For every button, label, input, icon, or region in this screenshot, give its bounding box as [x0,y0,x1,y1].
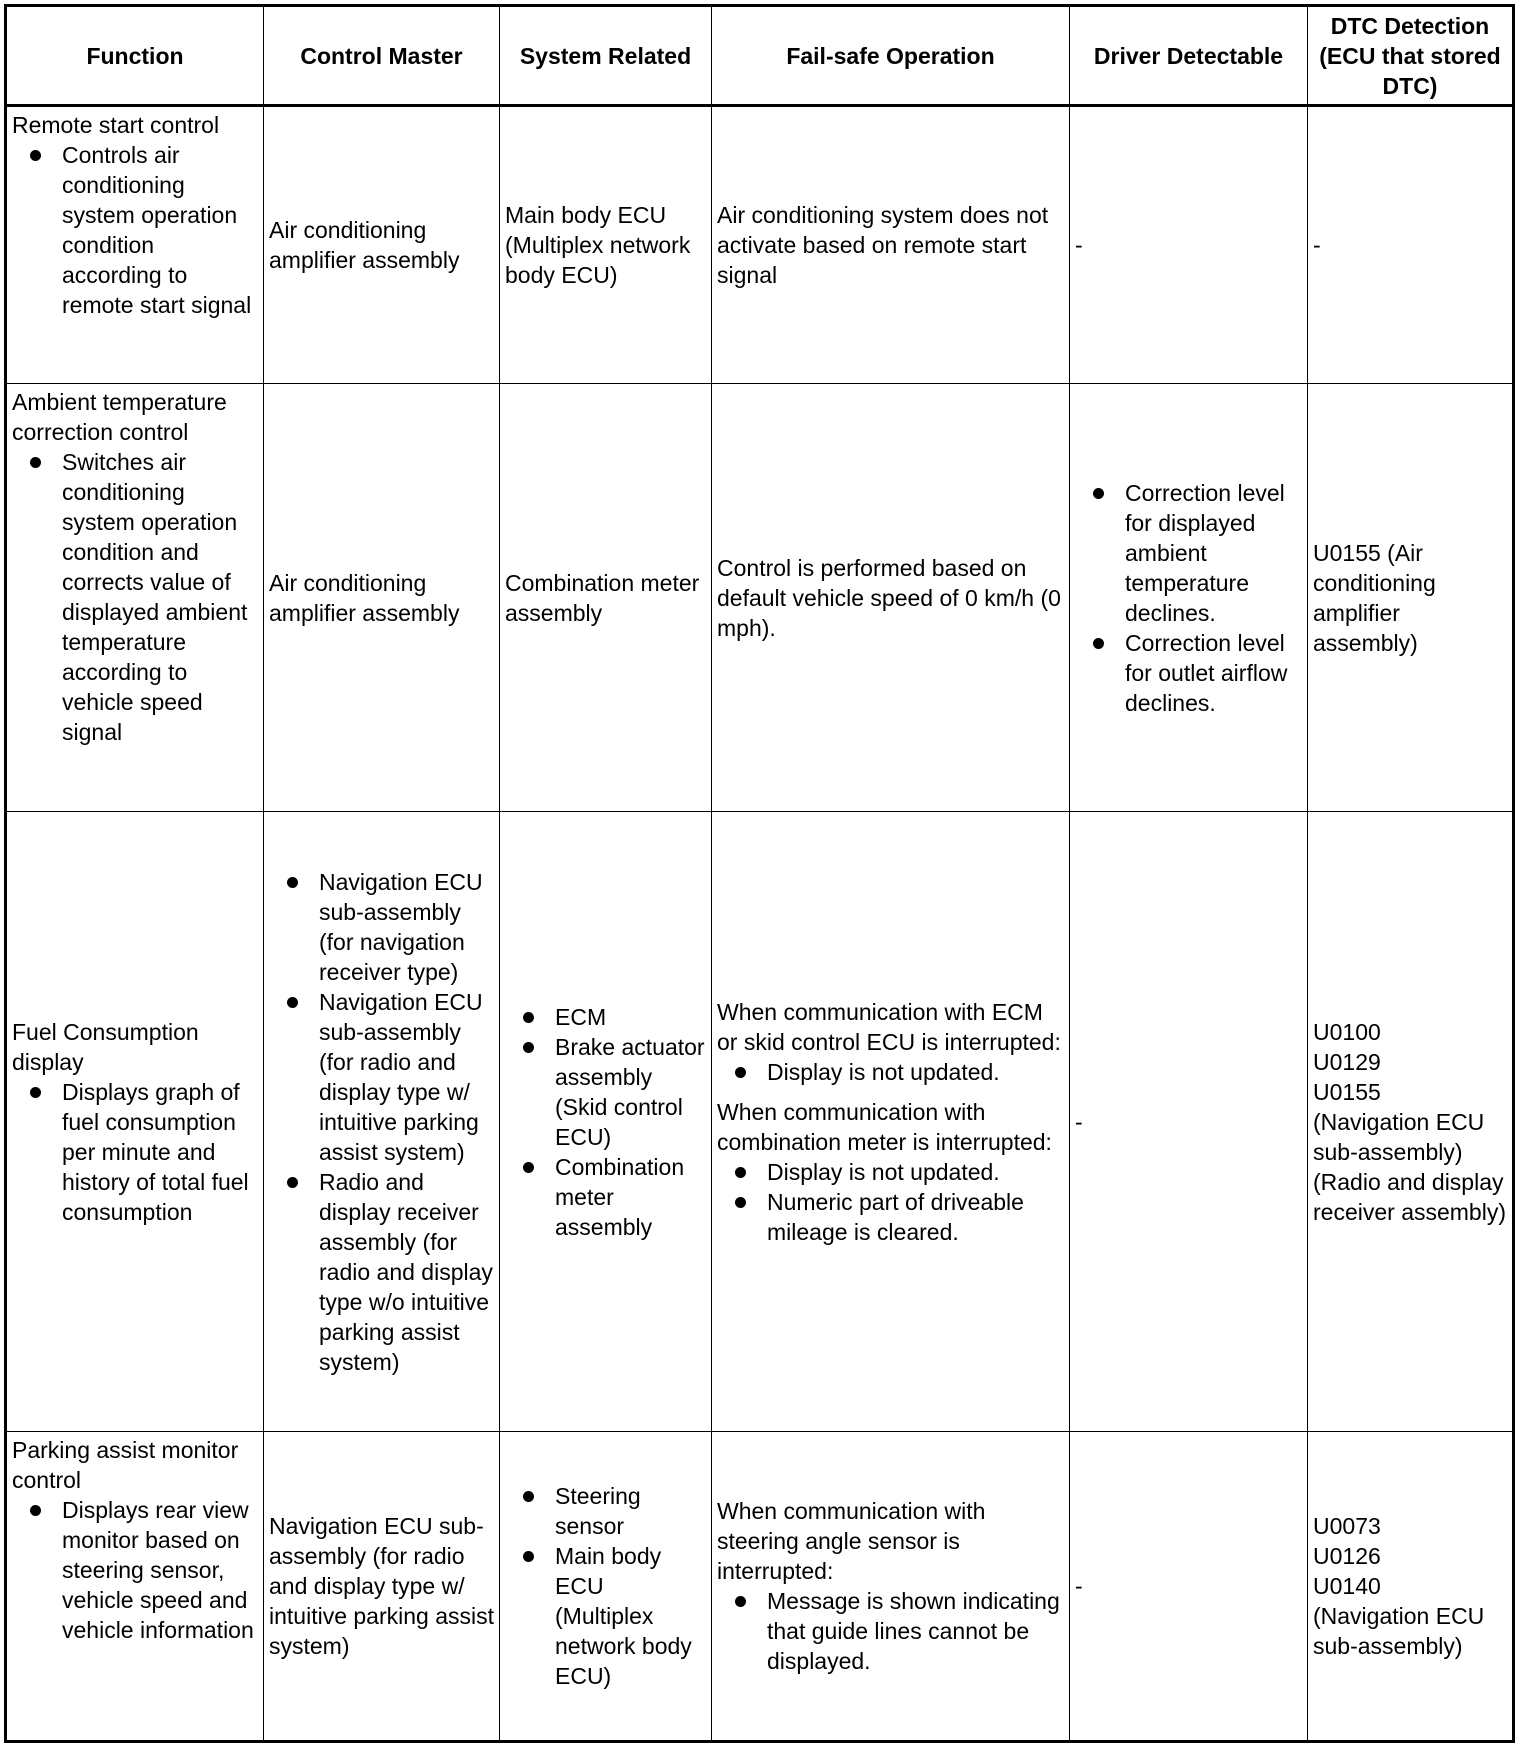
dtc-line: U0073 [1313,1513,1381,1539]
dtc-line: U0155 [1313,1078,1381,1105]
function-table [4,4,1515,1743]
list-item: Displays graph of fuel consumption per minute and history of total fuel consumption [12,1077,258,1227]
system-related-cell: Combination meter assembly [500,384,712,812]
control-master-cell: Air conditioning amplifier assembly [264,106,500,384]
failsafe-bullets [717,1057,1064,1087]
header-function: Function [6,6,264,106]
list-item: Navigation ECU sub-assembly (for navigation receiver type) [269,867,494,987]
function-bullets [12,1495,258,1645]
header-system-related: System Related [500,6,712,106]
failsafe-bullets [717,1157,1064,1247]
header-dtc-detection: DTC Detection (ECU that stored DTC) [1308,6,1514,106]
header-control-master: Control Master [264,6,500,106]
control-master-cell [264,812,500,1432]
system-related-cell [500,812,712,1432]
control-master-cell: Air conditioning amplifier assembly [264,384,500,812]
list-item: Displays rear view monitor based on steering sensor, vehicle speed and vehicle information [12,1495,258,1645]
function-bullets [12,140,258,320]
driver-detectable-bullets [1075,478,1302,718]
list-item: Combination meter assembly [505,1152,706,1242]
table-row [6,1432,1514,1742]
failsafe-cell [712,812,1070,1432]
table-row [6,384,1514,812]
failsafe-bullets [717,1586,1064,1676]
system-related-cell: Main body ECU (Multiplex network body ECU) [500,106,712,384]
list-item: Main body ECU (Multiplex network body ECU) [505,1541,706,1691]
list-item: Display is not updated. [717,1057,1064,1087]
dtc-cell [1308,1432,1514,1742]
driver-detectable-cell: - [1070,812,1308,1432]
dtc-line: U0140 [1313,1573,1381,1599]
header-fail-safe-operation: Fail-safe Operation [712,6,1070,106]
dtc-cell: U0155 (Air conditioning amplifier assembly) [1308,384,1514,812]
list-item: Brake actuator assembly (Skid control ECU) [505,1032,706,1152]
list-item: Switches air conditioning system operation condition and corrects value of displayed ambient temperature according to vehicle speed signal [12,447,258,747]
failsafe-condition: When communication with steering angle sensor is interrupted: [717,1498,986,1584]
function-bullets [12,447,258,747]
dtc-line: U0100 [1313,1018,1381,1045]
function-title: Ambient temperature correction control [12,389,227,445]
function-cell [6,106,264,384]
driver-detectable-cell: - [1070,106,1308,384]
dtc-cell: - [1308,106,1514,384]
system-related-bullets [505,1481,706,1691]
function-title: Remote start control [12,112,220,138]
function-cell [6,384,264,812]
list-item: Controls air conditioning system operation condition according to remote start signal [12,140,258,320]
dtc-line: (Navigation ECU sub-assembly) [1313,1108,1485,1165]
dtc-line: (Radio and display receiver assembly) [1313,1168,1506,1225]
function-bullets [12,1077,258,1227]
control-master-bullets [269,867,494,1377]
list-item: Correction level for outlet airflow declines. [1075,628,1302,718]
list-item: ECM [505,1002,706,1032]
control-master-cell: Navigation ECU sub-assembly (for radio and display type w/ intuitive parking assist system) [264,1432,500,1742]
header-driver-detectable: Driver Detectable [1070,6,1308,106]
dtc-line: U0126 [1313,1543,1381,1569]
failsafe-condition: When communication with ECM or skid control ECU is interrupted: [717,998,1061,1055]
list-item: Message is shown indicating that guide lines cannot be displayed. [717,1586,1064,1676]
failsafe-cell: Air conditioning system does not activate based on remote start signal [712,106,1070,384]
list-item: Numeric part of driveable mileage is cleared. [717,1187,1064,1247]
list-item: Navigation ECU sub-assembly (for radio and display type w/ intuitive parking assist system) [269,987,494,1167]
driver-detectable-cell [1070,384,1308,812]
list-item: Display is not updated. [717,1157,1064,1187]
list-item: Correction level for displayed ambient temperature declines. [1075,478,1302,628]
function-cell [6,812,264,1432]
header-row [6,6,1514,106]
table-row [6,106,1514,384]
list-item: Steering sensor [505,1481,706,1541]
failsafe-condition: When communication with combination meter is interrupted: [717,1098,1052,1155]
function-title: Parking assist monitor control [12,1437,239,1493]
dtc-line: U0129 [1313,1048,1381,1075]
table-row [6,812,1514,1432]
dtc-cell [1308,812,1514,1432]
function-title: Fuel Consumption display [12,1018,199,1075]
system-related-cell [500,1432,712,1742]
function-cell [6,1432,264,1742]
driver-detectable-cell: - [1070,1432,1308,1742]
list-item: Radio and display receiver assembly (for radio and display type w/o intuitive parking assist system) [269,1167,494,1377]
failsafe-cell [712,1432,1070,1742]
system-related-bullets [505,1002,706,1242]
dtc-line: (Navigation ECU sub-assembly) [1313,1603,1485,1659]
failsafe-cell: Control is performed based on default vehicle speed of 0 km/h (0 mph). [712,384,1070,812]
